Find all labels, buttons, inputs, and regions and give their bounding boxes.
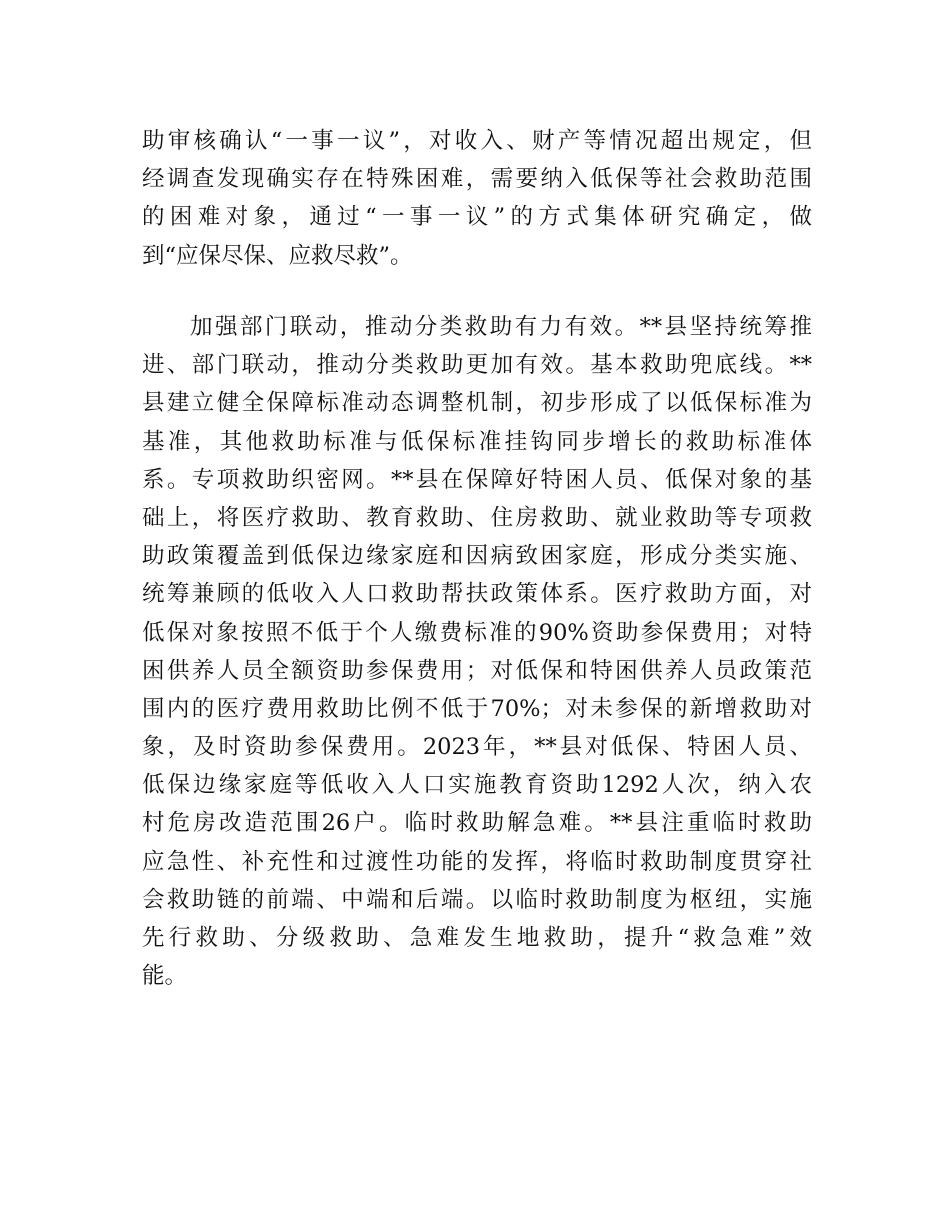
paragraph-line: 应急性、补充性和过渡性功能的发挥，将临时救助制度贯穿社	[142, 848, 812, 875]
paragraph-line: 助政策覆盖到低保边缘家庭和因病致困家庭，形成分类实施、	[142, 543, 812, 570]
paragraph-line: 统筹兼顾的低收入人口救助帮扶政策体系。医疗救助方面，对	[142, 581, 812, 608]
paragraph-line: 困供养人员全额资助参保费用；对低保和特困供养人员政策范	[142, 657, 812, 684]
paragraph-2	[142, 308, 812, 995]
paragraph-line: 低保边缘家庭等低收入人口实施教育资助1292人次，纳入农	[142, 772, 812, 799]
paragraph-line: 经调查发现确实存在特殊困难，需要纳入低保等社会救助范围	[142, 166, 812, 193]
paragraph-line: 先行救助、分级救助、急难发生地救助，提升“救急难”效	[142, 925, 812, 951]
paragraph-line: 础上，将医疗救助、教育救助、住房救助、就业救助等专项救	[142, 504, 812, 531]
paragraph-line: 到“应保尽保、应救尽救”。	[142, 242, 413, 269]
paragraph-line: 县建立健全保障标准动态调整机制，初步形成了以低保标准为	[142, 390, 812, 417]
paragraph-line: 进、部门联动，推动分类救助更加有效。基本救助兜底线。**	[142, 352, 812, 379]
paragraph-line: 村危房改造范围26户。临时救助解急难。**县注重临时救助	[142, 810, 812, 837]
paragraph-line: 能。	[142, 963, 188, 990]
paragraph-line: 象，及时资助参保费用。2023年，**县对低保、特困人员、	[142, 734, 812, 761]
paragraph-line: 围内的医疗费用救助比例不低于70%；对未参保的新增救助对	[142, 695, 812, 722]
paragraph-line: 的困难对象，通过“一事一议”的方式集体研究确定，做	[142, 204, 812, 231]
paragraph-line: 系。专项救助织密网。**县在保障好特困人员、低保对象的基	[142, 466, 812, 493]
paragraph-1	[142, 122, 812, 275]
paragraph-line: 助审核确认“一事一议”，对收入、财产等情况超出规定，但	[142, 128, 812, 154]
paragraph-line: 基准，其他救助标准与低保标准挂钩同步增长的救助标准体	[142, 428, 812, 455]
paragraph-line: 加强部门联动，推动分类救助有力有效。**县坚持统筹推	[190, 314, 812, 340]
paragraph-line: 低保对象按照不低于个人缴费标准的90%资助参保费用；对特	[142, 619, 812, 646]
paragraph-line: 会救助链的前端、中端和后端。以临时救助制度为枢纽，实施	[142, 886, 812, 913]
